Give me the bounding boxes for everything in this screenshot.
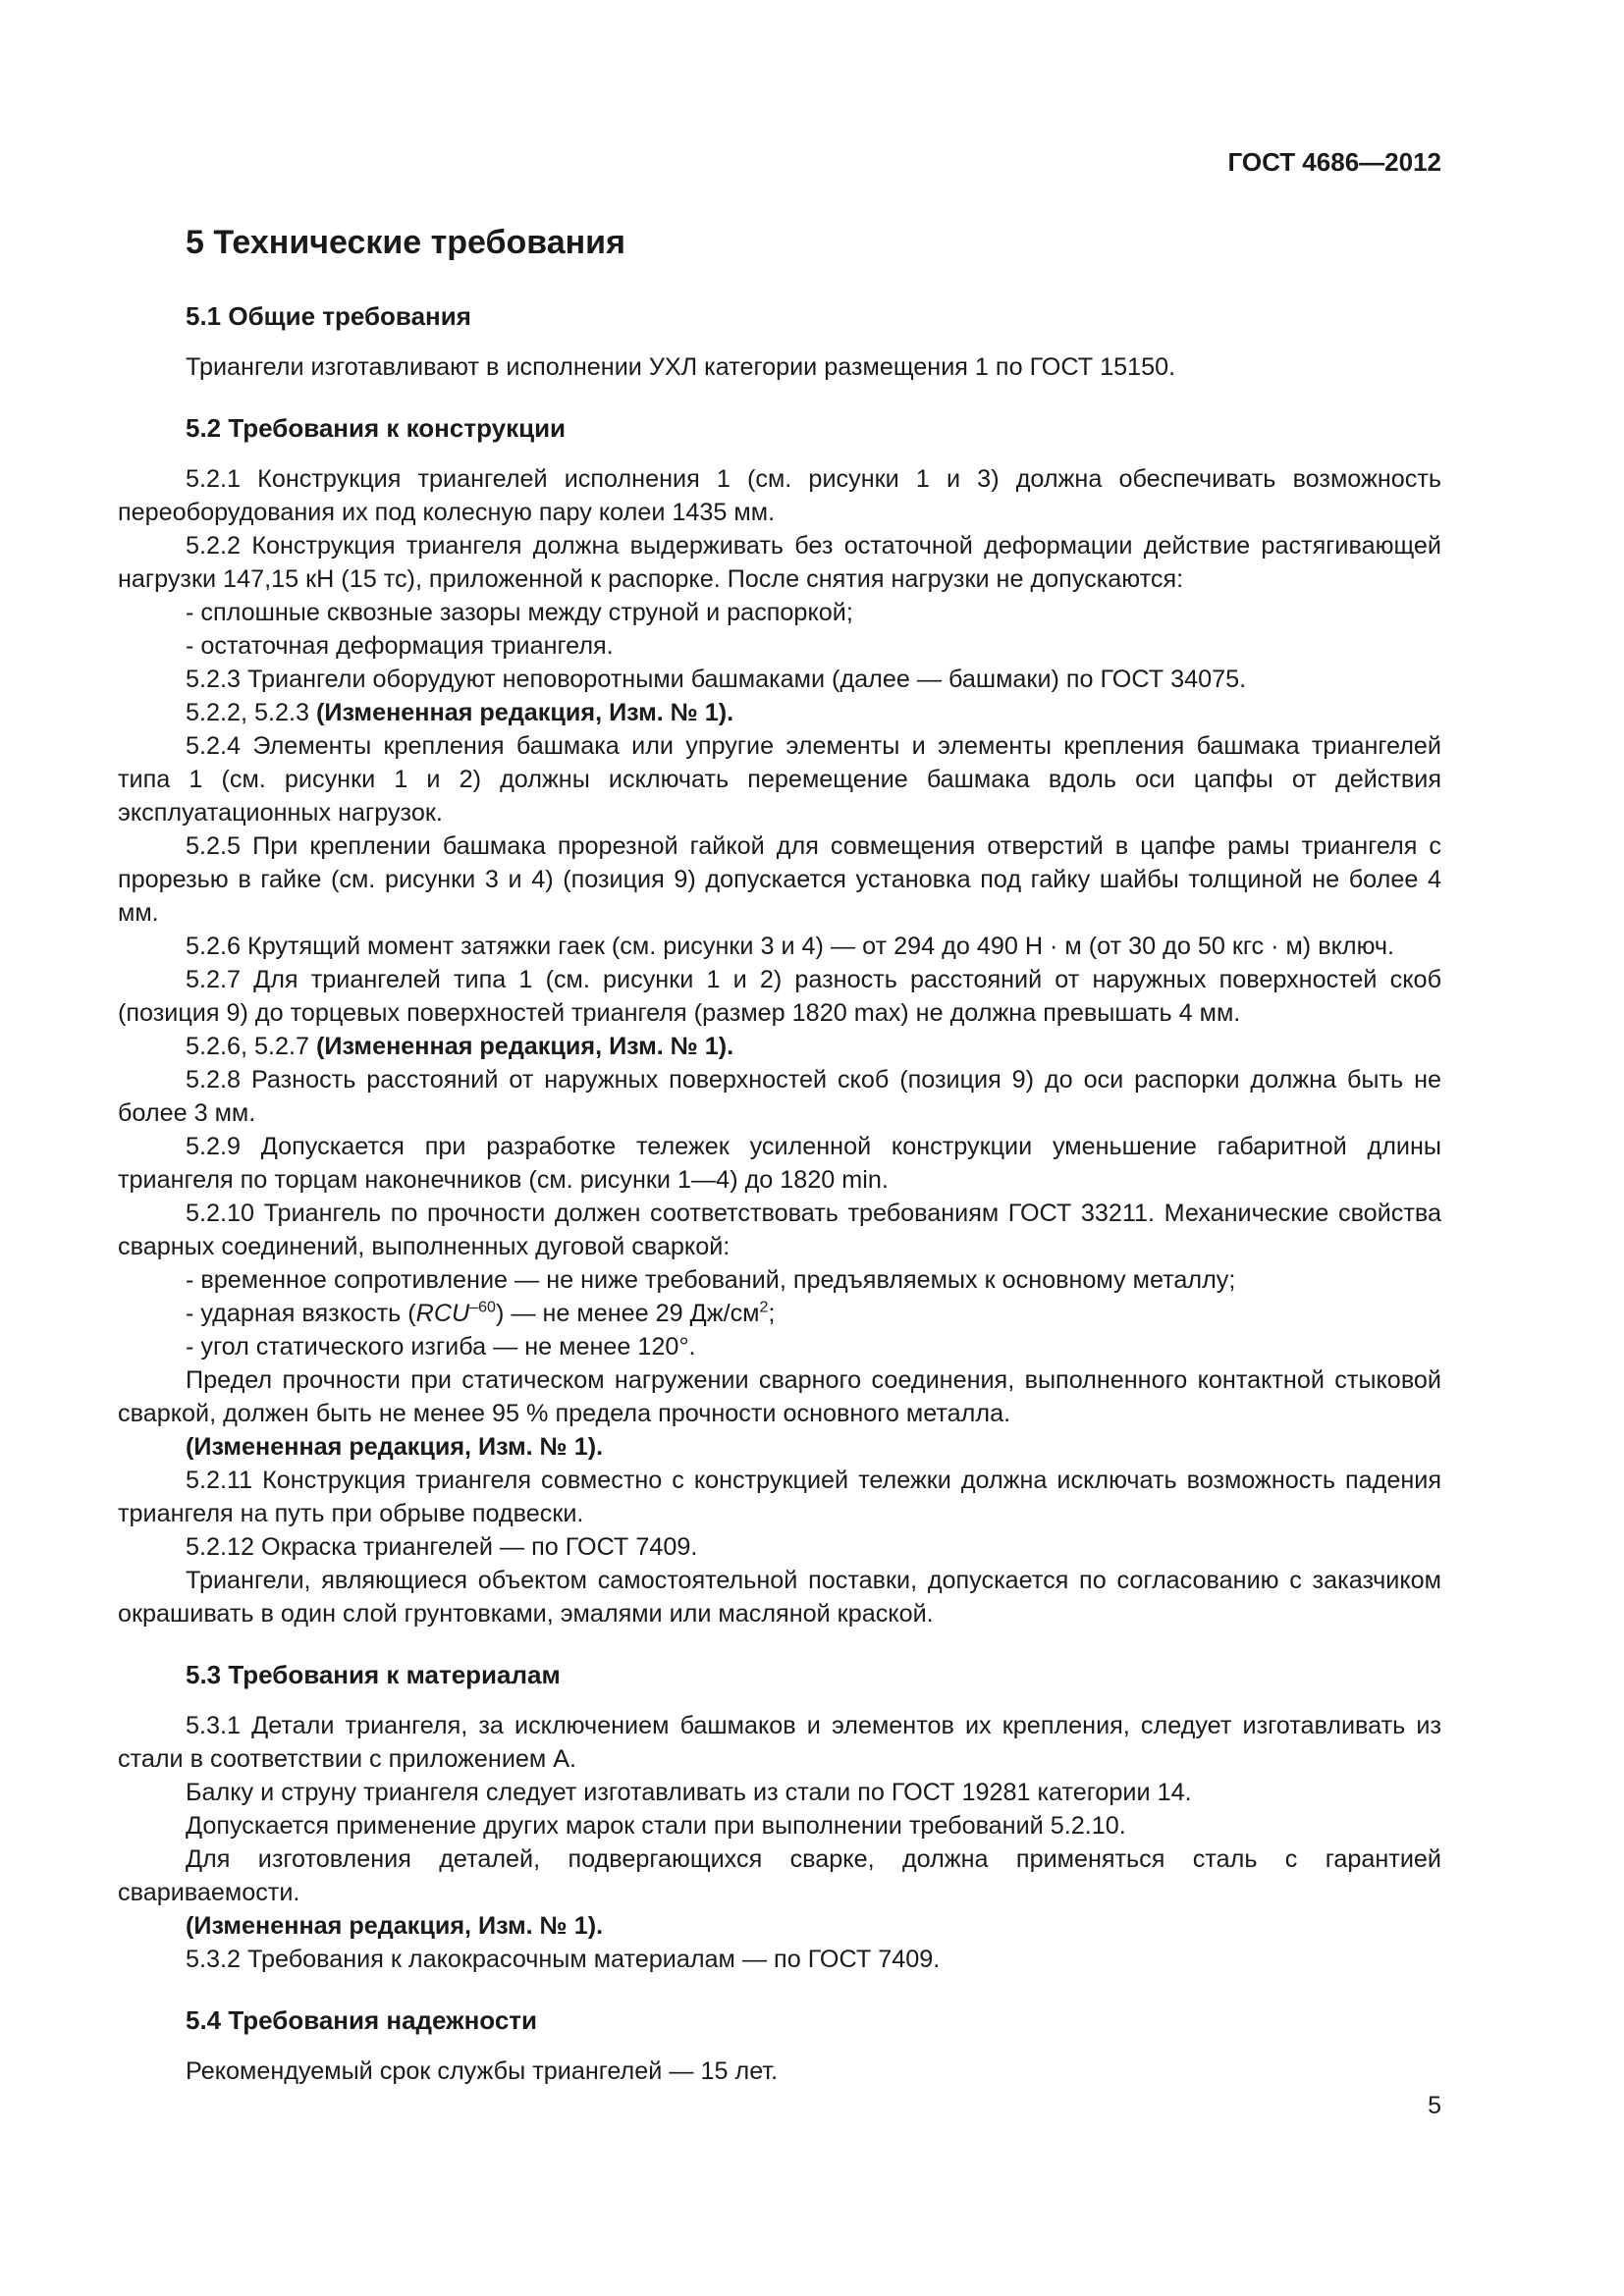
paragraph: 5.2.6 Крутящий момент затяжки гаек (см. рисунки 3 и 4) — от 294 до 490 Н · м (от 30 до 50 кгс · м) включ. (186, 933, 1395, 960)
subsection-title: 5.3 Требования к материалам (186, 1660, 561, 1689)
amendment-note: 5.2.6, 5.2.7 (Измененная редакция, Изм. № 1). (186, 1033, 734, 1060)
paragraph: 5.2.3 Триангели оборудуют неповоротными башмаками (далее — башмаки) по ГОСТ 34075. (186, 666, 1247, 693)
paragraph: 5.2.12 Окраска триангелей — по ГОСТ 7409. (186, 1533, 698, 1561)
paragraph: Балку и струну триангеля следует изготавливать из стали по ГОСТ 19281 категории 14. (186, 1779, 1192, 1806)
list-item: - угол статического изгиба — не менее 120°. (186, 1333, 696, 1361)
paragraph: 5.2.5 При креплении башмака прорезной гайкой для совмещения отверстий в цапфе рамы триангеля с прорезью в гайке (см. рисунки 3 и 4) (позиция 9) допускается установка под гайку шайбы толщиной не более 4 мм. (118, 832, 1441, 927)
amendment-note: 5.2.2, 5.2.3 (Измененная редакция, Изм. № 1). (186, 699, 734, 726)
paragraph: 5.3.1 Детали триангеля, за исключением башмаков и элементов их крепления, следует изготавливать из стали в соответствии с приложением А. (118, 1712, 1441, 1773)
list-item: - остаточная деформация триангеля. (186, 632, 614, 660)
paragraph: 5.2.9 Допускается при разработке тележек усиленной конструкции уменьшение габаритной длины триангеля по торцам наконечников (см. рисунки 1—4) до 1820 min. (118, 1133, 1441, 1194)
list-item: - временное сопротивление — не ниже требований, предъявляемых к основному металлу; (186, 1266, 1236, 1294)
document-id: ГОСТ 4686—2012 (1227, 147, 1441, 177)
paragraph: Предел прочности при статическом нагружении сварного соединения, выполненного контактной стыковой сваркой, должен быть не менее 95 % предела прочности основного металла. (118, 1366, 1441, 1427)
paragraph: Рекомендуемый срок службы триангелей — 15 лет. (186, 2057, 779, 2085)
paragraph: 5.2.2 Конструкция триангеля должна выдерживать без остаточной деформации действие растягивающей нагрузки 147,15 кН (15 тс), приложенной к распорке. После снятия нагрузки не допускаются: (118, 532, 1441, 593)
paragraph: Для изготовления деталей, подвергающихся сварке, должна применяться сталь с гарантией свариваемости. (118, 1845, 1441, 1906)
list-item: - ударная вязкость $(RCU^{-60})$ — не менее 29 $Дж/см^2$; (186, 1299, 776, 1327)
subsection-title: 5.4 Требования надежности (186, 2005, 538, 2035)
paragraph: 5.3.2 Требования к лакокрасочным материалам — по ГОСТ 7409. (186, 1946, 941, 1973)
subsection-title: 5.1 Общие требования (186, 301, 471, 331)
amendment-note: (Измененная редакция, Изм. № 1). (186, 1433, 604, 1461)
section-5-2 (118, 411, 1441, 1630)
section-5-4 (118, 2003, 1441, 2088)
paragraph: Триангели, являющиеся объектом самостоятельной поставки, допускается по согласованию с заказчиком окрашивать в один слой грунтовками, эмалями или масляной краской. (118, 1567, 1441, 1628)
page-content (118, 224, 1441, 2088)
paragraph: Триангели изготавливают в исполнении УХЛ категории размещения 1 по ГОСТ 15150. (186, 353, 1176, 381)
subsection-title: 5.2 Требования к конструкции (186, 413, 567, 443)
paragraph: 5.2.4 Элементы крепления башмака или упругие элементы и элементы крепления башмака триангелей типа 1 (см. рисунки 1 и 2) должны исключать перемещение башмака вдоль оси цапфы от действия эксплуатационных нагрузок. (118, 732, 1441, 827)
section-5-1 (118, 299, 1441, 384)
paragraph: Допускается применение других марок стали при выполнении требований 5.2.10. (186, 1812, 1126, 1840)
section-title: 5 Технические требования (186, 224, 625, 261)
section-5-3 (118, 1658, 1441, 1976)
paragraph: 5.2.8 Разность расстояний от наружных поверхностей скоб (позиция 9) до оси распорки должна быть не более 3 мм. (118, 1066, 1441, 1127)
list-item: - сплошные сквозные зазоры между струной и распоркой; (186, 599, 853, 626)
paragraph: 5.2.7 Для триангелей типа 1 (см. рисунки 1 и 2) разность расстояний от наружных поверхностей скоб (позиция 9) до торцевых поверхностей триангеля (размер 1820 max) не должна превышать 4 мм. (118, 966, 1441, 1027)
amendment-note: (Измененная редакция, Изм. № 1). (186, 1912, 604, 1940)
paragraph: 5.2.1 Конструкция триангелей исполнения 1 (см. рисунки 1 и 3) должна обеспечивать возможность переоборудования их под колесную пару колеи 1435 мм. (118, 465, 1441, 526)
paragraph: 5.2.10 Триангель по прочности должен соответствовать требованиям ГОСТ 33211. Механические свойства сварных соединений, выполненных дуговой сваркой: (118, 1200, 1441, 1260)
page-number: 5 (1428, 2092, 1441, 2119)
paragraph: 5.2.11 Конструкция триангеля совместно с конструкцией тележки должна исключать возможность падения триангеля на путь при обрыве подвески. (118, 1467, 1441, 1527)
